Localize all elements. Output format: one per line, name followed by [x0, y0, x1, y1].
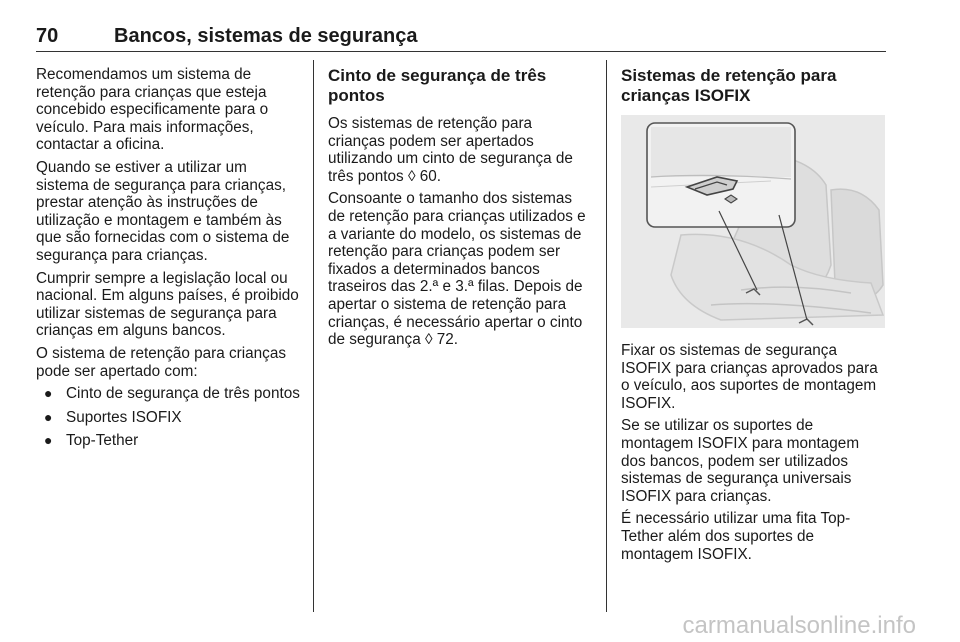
col1-paragraph-3: Cumprir sempre a legislação local ou nacional. Em alguns países, é proibido utilizar sistemas de segurança para crianças em alguns bancos.: [36, 269, 299, 340]
isofix-mount-illustration: [621, 115, 885, 328]
col3-paragraph-1: Fixar os sistemas de segurança ISOFIX para crianças aprovados para o veículo, aos suportes de montagem ISOFIX.: [621, 342, 878, 412]
page-reference-icon: ◊: [424, 331, 433, 349]
page-reference-icon: ◊: [407, 167, 416, 185]
page-number: 70: [36, 25, 59, 47]
column-divider-1: [313, 60, 314, 612]
col1-paragraph-1: Recomendamos um sistema de retenção para crianças que esteja concebido especificamente para o veículo. Para mais informações, contactar a oficina.: [36, 66, 269, 154]
bullet-icon: ●: [44, 408, 53, 425]
list-item-text: Top-Tether: [66, 432, 139, 450]
column-3: [621, 66, 885, 568]
column-2: [328, 66, 592, 354]
col2-paragraph-2-text: Consoante o tamanho dos sistemas de retenção para crianças utilizados e a variante do modelo, os sistemas de retenção para crianças podem ser fixados a determinados bancos traseiros das 2.ª e 3.ª filas. Depois de apertar o sistema de retenção para crianças, é necessário apertar o cinto de segurança: [328, 190, 586, 349]
page-reference-link[interactable]: 72.: [432, 331, 459, 349]
restraint-options-list: [36, 385, 300, 450]
list-item: [36, 432, 300, 450]
col3-paragraph-2: Se se utilizar os suportes de montagem ISOFIX para montagem dos bancos, podem ser utilizados sistemas de segurança universais ISOFIX para crianças.: [621, 417, 860, 505]
bullet-icon: ●: [44, 432, 53, 449]
list-item-text: Cinto de segurança de três pontos: [66, 385, 300, 403]
col2-paragraph-2: [328, 190, 592, 348]
column-divider-2: [606, 60, 607, 612]
list-item: [36, 385, 300, 403]
list-item: [36, 409, 300, 427]
col2-paragraph-1-text: Os sistemas de retenção para crianças podem ser apertados utilizando um cinto de segurança de três pontos: [328, 115, 573, 185]
column-1: [36, 66, 300, 456]
list-item-text: Suportes ISOFIX: [66, 408, 182, 426]
watermark: carmanualsonline.info: [682, 612, 916, 639]
header-divider: [36, 51, 886, 52]
section-heading-isofix: Sistemas de retenção para crianças ISOFIX: [621, 66, 837, 105]
section-heading-three-point-belt: Cinto de segurança de três pontos: [328, 66, 547, 105]
col1-paragraph-2: Quando se estiver a utilizar um sistema de segurança para crianças, prestar atenção às instruções de utilização e montagem e também às que são fornecidas com o sistema de segurança para crianças.: [36, 158, 290, 264]
col1-paragraph-4: O sistema de retenção para crianças pode ser apertado com:: [36, 344, 286, 380]
isofix-seat-drawing: [621, 115, 885, 328]
page-header: [36, 26, 886, 52]
col2-paragraph-1: [328, 115, 592, 185]
bullet-icon: ●: [44, 385, 53, 402]
page-reference-link[interactable]: 60.: [415, 167, 442, 185]
page-title: Bancos, sistemas de segurança: [114, 25, 418, 47]
col3-paragraph-3: É necessário utilizar uma fita Top-Tether além dos suportes de montagem ISOFIX.: [621, 510, 851, 563]
